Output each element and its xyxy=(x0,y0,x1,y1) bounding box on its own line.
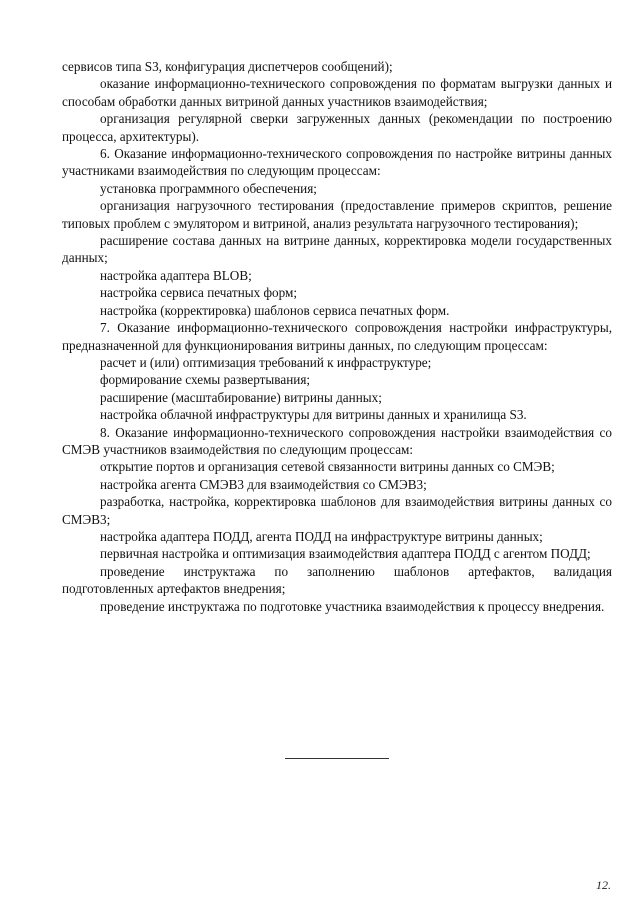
paragraph: формирование схемы развертывания; xyxy=(100,372,311,388)
paragraph: сервисов типа S3, конфигурация диспетчеров сообщений); xyxy=(62,59,393,74)
paragraph: организация регулярной сверки загруженных данных (рекомендации по построению процесса, архитектуры). xyxy=(62,111,612,144)
paragraph: расширение состава данных на витрине данных, корректировка модели государственных данных; xyxy=(62,233,612,266)
paragraph: настройка адаптера ПОДД, агента ПОДД на инфраструктуре витрины данных; xyxy=(100,528,543,544)
paragraph: 8. Оказание информационно-технического сопровождения настройки взаимодействия со СМЭВ участников взаимодействия по следующим процессам: xyxy=(62,424,612,457)
paragraph: настройка (корректировка) шаблонов сервиса печатных форм. xyxy=(100,302,450,318)
paragraph: 7. Оказание информационно-технического сопровождения настройки инфраструктуры, предназначенной для функционирования витрины данных, по следующим процессам: xyxy=(62,320,612,353)
page-number: 12. xyxy=(596,878,611,892)
paragraph: открытие портов и организация сетевой связанности витрины данных со СМЭВ; xyxy=(100,459,555,475)
paragraph: расширение (масштабирование) витрины данных; xyxy=(100,389,382,405)
paragraph: организация нагрузочного тестирования (предоставление примеров скриптов, решение типовых проблем с эмулятором и витриной, анализ результата нагрузочного тестирования); xyxy=(62,198,612,231)
paragraph: установка программного обеспечения; xyxy=(100,180,317,196)
paragraph: настройка облачной инфраструктуры для витрины данных и хранилища S3. xyxy=(100,407,527,423)
paragraph: оказание информационно-технического сопровождения по форматам выгрузки данных и способам обработки данных витриной данных участников взаимодействия; xyxy=(62,76,612,109)
paragraph: настройка адаптера BLOB; xyxy=(100,267,252,283)
paragraph: настройка сервиса печатных форм; xyxy=(100,285,298,301)
paragraph: первичная настройка и оптимизация взаимодействия адаптера ПОДД с агентом ПОДД; xyxy=(100,546,591,562)
paragraph: разработка, настройка, корректировка шаблонов для взаимодействия витрины данных со СМЭВ3; xyxy=(62,494,612,527)
paragraph: настройка агента СМЭВ3 для взаимодействия со СМЭВ3; xyxy=(100,476,427,492)
paragraph: проведение инструктажа по подготовке участника взаимодействия к процессу внедрения. xyxy=(100,598,605,614)
paragraph: расчет и (или) оптимизация требований к инфраструктуре; xyxy=(100,354,432,370)
end-divider xyxy=(285,758,389,759)
paragraph: 6. Оказание информационно-технического сопровождения по настройке витрины данных участниками взаимодействия по следующим процессам: xyxy=(62,146,612,179)
paragraph: проведение инструктажа по заполнению шаблонов артефактов, валидация подготовленных артефактов внедрения; xyxy=(62,563,612,597)
document-body xyxy=(62,58,612,615)
